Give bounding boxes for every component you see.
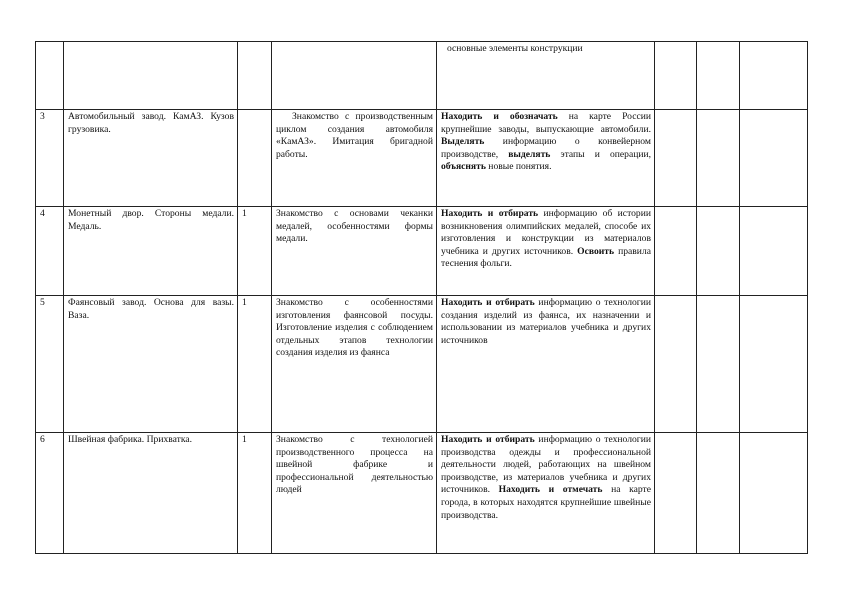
table-row (36, 296, 808, 433)
lesson-topic: Фаянсовый завод. Основа для вазы. Ваза. (64, 296, 238, 433)
empty-cell (697, 296, 740, 433)
empty-cell (697, 207, 740, 296)
activity-text: информацию о технологии создания изделий из фаянса, их назначении и использовании из материалов учебника и других источников (441, 297, 651, 346)
activity-text: на карте России крупнейшие заводы, выпускающие автомобили. (441, 111, 651, 135)
activity-verb: объяснять (441, 161, 486, 173)
table-row (36, 207, 808, 296)
activity-text: основные элементы конструкции (447, 43, 583, 54)
lesson-plan-table (35, 41, 808, 554)
empty-cell (740, 296, 808, 433)
lesson-number: 4 (36, 207, 64, 296)
lesson-hours (238, 42, 272, 110)
lesson-topic: Монетный двор. Стороны медали. Медаль. (64, 207, 238, 296)
lesson-content: Знакомство с технологией производственного процесса на швейной фабрике и профессиональной деятельностью людей (272, 433, 437, 554)
empty-cell (740, 433, 808, 554)
table-row (36, 433, 808, 554)
empty-cell (655, 207, 697, 296)
activity-verb: Выделять (441, 136, 485, 148)
lesson-number: 5 (36, 296, 64, 433)
lesson-hours: 1 (238, 433, 272, 554)
empty-cell (740, 207, 808, 296)
activity-verb: Находить и обозначать (441, 111, 558, 122)
empty-cell (697, 433, 740, 554)
activity-text: информацию об истории возникновения олимпийских медалей, способе их изготовления и конструкции из материалов учебника и других источников. (441, 208, 651, 257)
lesson-hours: 1 (238, 207, 272, 296)
activity-verb: Находить и отбирать (441, 208, 539, 219)
activity-verb: Находить и отбирать (441, 434, 535, 445)
empty-cell (655, 433, 697, 554)
lesson-number: 6 (36, 433, 64, 554)
activity-verb: Освоить (577, 245, 615, 257)
lesson-number (36, 42, 64, 110)
table-row (36, 42, 808, 110)
lesson-content: Знакомство с производственным циклом создания автомобиля «КамАЗ». Имитация бригадной работы. (272, 110, 437, 207)
empty-cell (697, 110, 740, 207)
lesson-activities (437, 207, 655, 296)
lesson-hours: 1 (238, 296, 272, 433)
lesson-number: 3 (36, 110, 64, 207)
activity-text: информацию о конвейерном производстве, (441, 136, 651, 160)
empty-cell (655, 296, 697, 433)
lesson-activities (437, 433, 655, 554)
empty-cell (740, 110, 808, 207)
activity-text: информацию о технологии производства одежды и профессиональной деятельности людей, работающих на швейном производстве, из материалов учебника и других источников. (441, 434, 651, 496)
empty-cell (655, 110, 697, 207)
empty-cell (740, 42, 808, 110)
lesson-content: Знакомство с особенностями изготовления фаянсовой посуды. Изготовление изделия с соблюдением отдельных этапов технологии создания изделия из фаянса (272, 296, 437, 433)
lesson-activities (437, 110, 655, 207)
lesson-content (272, 42, 437, 110)
lesson-topic: Швейная фабрика. Прихватка. (64, 433, 238, 554)
activity-text: на карте города, в которых находятся крупнейшие швейные производства. (441, 484, 651, 521)
activity-verb: Находить и отмечать (498, 484, 603, 496)
table-row (36, 110, 808, 207)
lesson-activities (437, 296, 655, 433)
activity-text: правила теснения фольги. (441, 245, 651, 270)
activity-verb: выделять (508, 148, 551, 160)
lesson-content: Знакомство с основами чеканки медалей, особенностями формы медали. (272, 207, 437, 296)
lesson-hours (238, 110, 272, 207)
activity-text: новые понятия. (485, 161, 552, 173)
lesson-activities (437, 42, 655, 110)
activity-text: этапы и операции, (550, 148, 652, 160)
lesson-topic: Автомобильный завод. КамАЗ. Кузов грузовика. (64, 110, 238, 207)
empty-cell (655, 42, 697, 110)
lesson-topic (64, 42, 238, 110)
activity-verb: Находить и отбирать (441, 297, 535, 308)
empty-cell (697, 42, 740, 110)
